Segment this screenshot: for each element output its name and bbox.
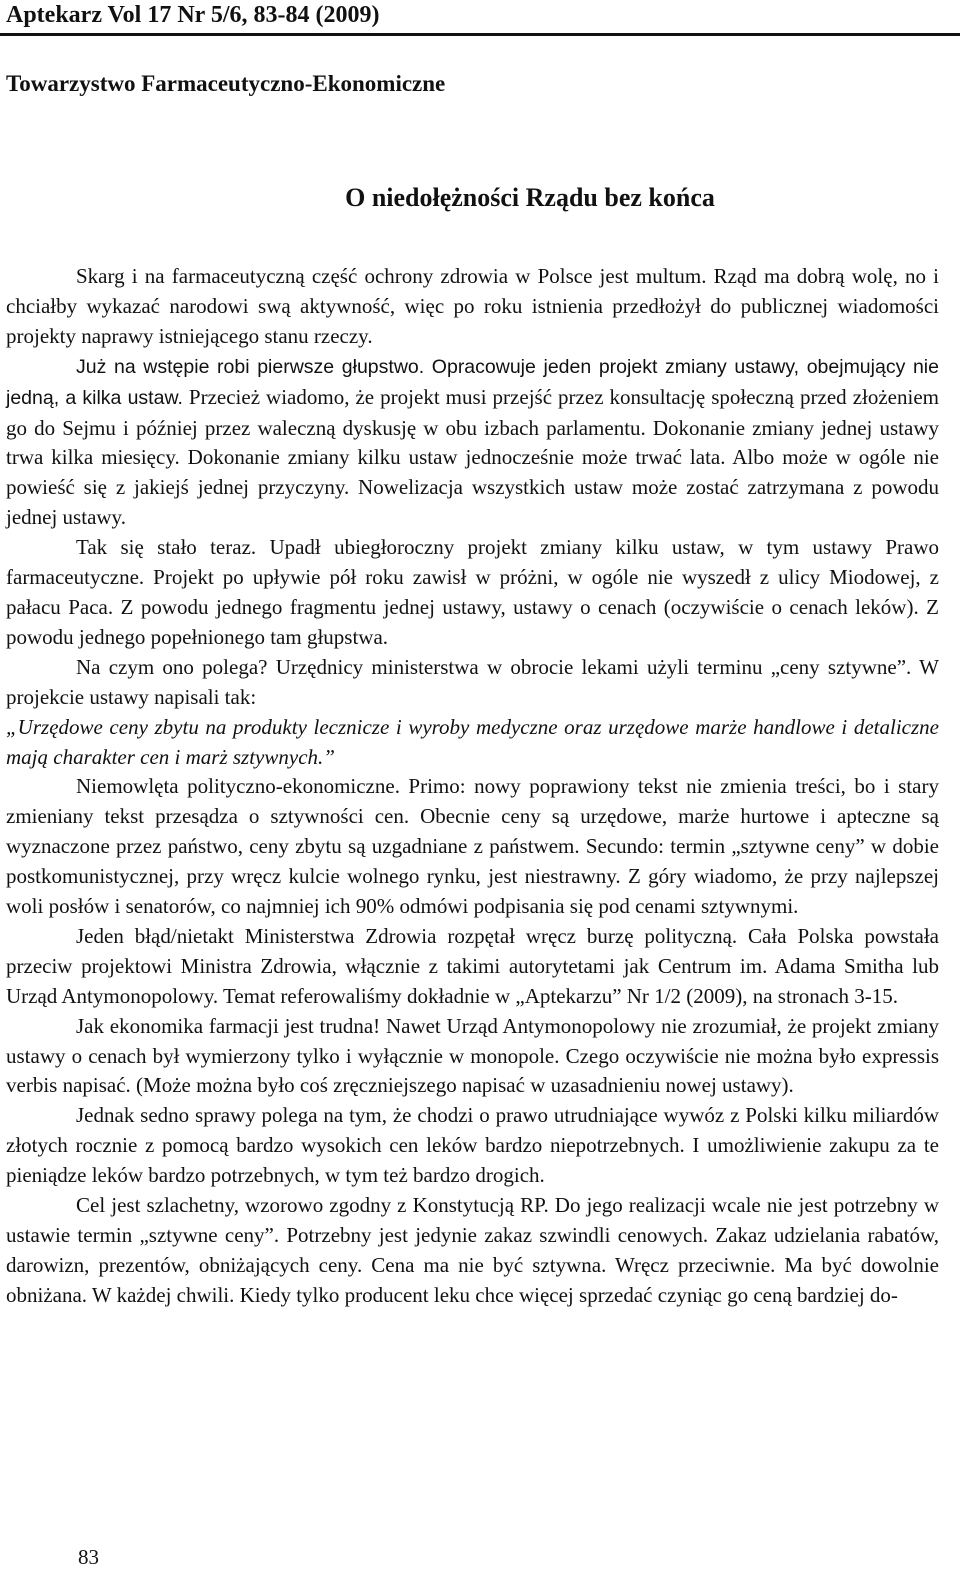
paragraph: Na czym ono polega? Urzędnicy ministerstwa w obrocie lekami użyli terminu „ceny sztywne”. W projekcie ustawy napisali tak: [6, 654, 939, 709]
header-rule [0, 33, 960, 36]
paragraph: Skarg i na farmaceutyczną część ochrony zdrowia w Polsce jest multum. Rząd ma dobrą wolę, no i chciałby wykazać narodowi swą aktywność, więc po roku istnienia przedłożył do publicznej wiadomości projekty naprawy istniejącego stanu rzeczy. [6, 264, 939, 348]
paragraph: Niemowlęta polityczno-ekonomiczne. Primo: nowy poprawiony tekst nie zmienia treści, bo i stary zmieniany tekst przesądza o sztywności cen. Obecnie ceny są urzędowe, marże hurtowe i apteczne są wyznaczone przez państwo, ceny zbytu są uzgadniane z państwem. Secundo: termin „sztywne ceny” w dobie postkomunistycznej, przy wręcz kulcie wolnego rynku, jest niestrawny. Z góry wiadomo, że przy najlepszej woli posłów i senatorów, co najmniej ich 90% odmówi podpisania się pod cenami sztywnymi. [6, 774, 939, 919]
page-number: 83 [78, 1545, 99, 1569]
article-body [6, 262, 939, 1311]
paragraph [6, 352, 939, 533]
paragraph: Cel jest szlachetny, wzorowo zgodny z Konstytucją RP. Do jego realizacji wcale nie jest potrzebny w ustawie termin „sztywne ceny”. Potrzebny jest jedynie zakaz szwindli cenowych. Zakaz udzielania rabatów, darowizn, prezentów, obniżających ceny. Cena ma nie być sztywna. Wręcz przeciwnie. Ma być dowolnie obniżana. W każdej chwili. Kiedy tylko producent leku chce więcej sprzedać czyniąc go ceną bardziej do- [6, 1193, 939, 1307]
journal-header: Aptekarz Vol 17 Nr 5/6, 83-84 (2009) [6, 2, 380, 28]
article-title: O niedołężności Rządu bez końca [345, 183, 715, 212]
paragraph-sans-segment: Już na wstępie robi pierwsze głupstwo. Opracowuje jeden projekt zmiany ustawy, obejmujący nie jedną, a kilka ustaw. [6, 355, 939, 409]
quoted-provision: „Urzędowe ceny zbytu na produkty lecznicze i wyroby medyczne oraz urzędowe marże handlowe i detaliczne mają charakter cen i marż sztywnych.” [6, 714, 939, 769]
paragraph: Jak ekonomika farmacji jest trudna! Nawet Urząd Antymonopolowy nie zrozumiał, że projekt zmiany ustawy o cenach był wymierzony tylko i wyłącznie w monopole. Czego oczywiście nie można było expressis verbis napisać. (Może można było coś zręczniejszego napisać w uzasadnieniu nowej ustawy). [6, 1013, 939, 1098]
paragraph: Tak się stało teraz. Upadł ubiegłoroczny projekt zmiany kilku ustaw, w tym ustawy Prawo farmaceutyczne. Projekt po upływie pół roku zawisł w próżni, w ogóle nie wyszedł z ulicy Miodowej, z pałacu Paca. Z powodu jednego fragmentu jednej ustawy, ustawy o cenach (oczywiście o cenach leków). Z powodu jednego popełnionego tam głupstwa. [6, 535, 939, 649]
society-name: Towarzystwo Farmaceutyczno-Ekonomiczne [6, 71, 446, 96]
paragraph: Jednak sedno sprawy polega na tym, że chodzi o prawo utrudniające wywóz z Polski kilku miliardów złotych rocznie z pomocą bardzo wysokich cen leków bardzo niepotrzebnych. I umożliwienie zakupu za te pieniądze leków bardzo potrzebnych, w tym też bardzo drogich. [6, 1103, 939, 1188]
paragraph-segment: Przecież wiadomo, że projekt musi przejść przez konsultację społeczną przed złożeniem go do Sejmu i później przez waleczną dyskusję w obu izbach parlamentu. Dokonanie zmiany jednej ustawy trwa kilka miesięcy. Dokonanie zmiany kilku ustaw jednocześnie może trwać lata. Albo może w ogóle nie powieść się z jakiejś jednej przyczyny. Nowelizacja wszystkich ustaw może zostać zatrzymana z powodu jednej ustawy. [6, 384, 939, 530]
paragraph: Jeden błąd/nietakt Ministerstwa Zdrowia rozpętał wręcz burzę polityczną. Cała Polska powstała przeciw projektowi Ministra Zdrowia, włącznie z takimi autorytetami jak Centrum im. Adama Smitha lub Urząd Antymonopolowy. Temat referowaliśmy dokładnie w „Aptekarzu” Nr 1/2 (2009), na stronach 3-15. [6, 923, 939, 1008]
